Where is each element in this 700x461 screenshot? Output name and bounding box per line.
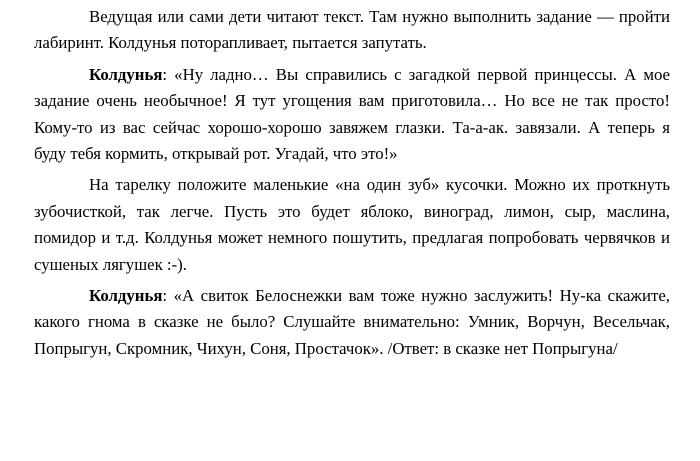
speaker-name: Колдунья — [89, 286, 163, 306]
paragraph-intro — [34, 4, 670, 57]
paragraph-plate-instructions — [34, 172, 670, 278]
paragraph-text: Ведущая или сами дети читают текст. Там нужно выполнить задание — пройти лабиринт. Колдунья поторапливает, пытается запутать. — [34, 7, 670, 53]
paragraph-witch-riddle — [34, 283, 670, 362]
speaker-name: Колдунья — [89, 64, 163, 84]
paragraph-witch-treats — [34, 62, 670, 168]
paragraph-text: : «А свиток Белоснежки вам тоже нужно заслужить! Ну-ка скажите, какого гнома в сказке не было? Слушайте внимательно: Умник, Ворчун, Весельчак, Попрыгун, Скромник, Чихун, Соня, Простачок». /Ответ: в сказке нет Попрыгуна/ — [34, 286, 670, 358]
paragraph-text: : «Ну ладно… Вы справились с загадкой первой принцессы. А мое задание очень необычное! Я тут угощения вам приготовила… Но все не так просто! Кому-то из вас сейчас хорошо-хорошо завяжем глазки. Та-а-ак. завязали. А теперь я буду тебя кормить, открывай рот. Угадай, что это!» — [34, 64, 670, 164]
paragraph-text: На тарелку положите маленькие «на один зуб» кусочки. Можно их проткнуть зубочисткой, так легче. Пусть это будет яблоко, виноград, лимон, сыр, маслина, помидор и т.д. Колдунья может немного пошутить, предлагая попробовать червячков и сушеных лягушек :-). — [34, 175, 670, 274]
